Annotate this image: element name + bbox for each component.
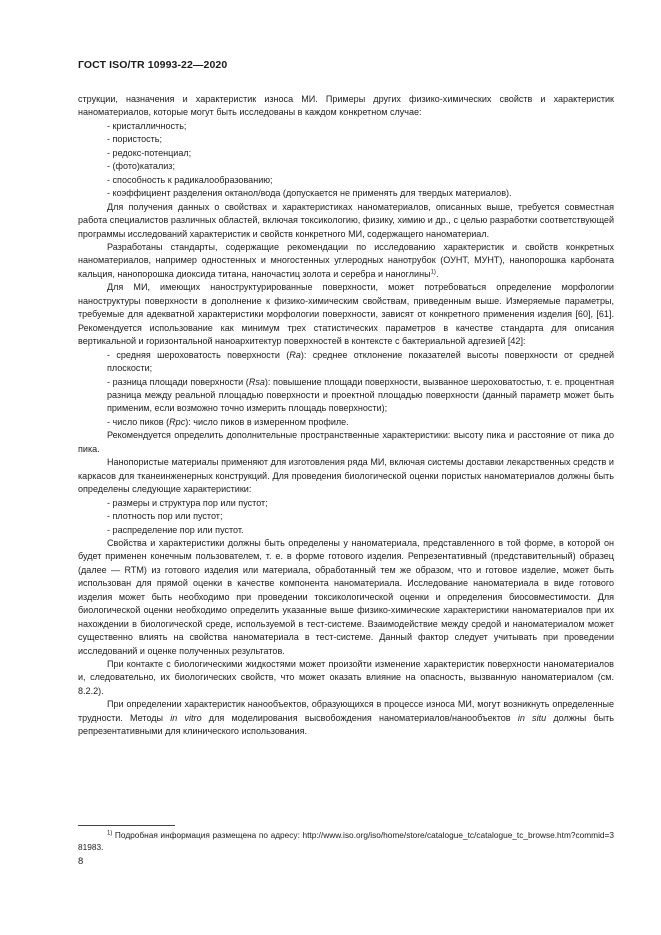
list-item: - пористость;	[78, 133, 614, 146]
list-item: - размеры и структура пор или пустот;	[78, 497, 614, 510]
list-item-rpc	[78, 416, 614, 429]
list-item-text: число пиков (	[112, 416, 170, 427]
body-text	[78, 93, 614, 739]
list-item-text: средняя шероховатость поверхности (	[116, 349, 290, 360]
paragraph: При контакте с биологическими жидкостями может произойти изменение характеристик поверхности наноматериалов и, следовательно, их биологических свойств, что может оказать влияние на опасность, вызванную наноматериалом (см. 8.2.2).	[78, 659, 614, 696]
list-item-text: ): число пиков в измеренном профиле.	[185, 416, 349, 427]
paragraph: струкции, назначения и характеристик износа МИ. Примеры других физико-химических свойств и характеристик наноматериалов, которые могут быть исследованы в каждом конкретном случае:	[78, 94, 614, 118]
paragraph: Свойства и характеристики должны быть определены у наноматериала, представленного в той форме, в которой он будет применен конечным пользователем, т. е. в форме готового изделия. Репрезентативный (представительный) образец (далее — RTM) из готового изделия или материала, обработанный тем же образом, что и готовое изделие, может быть использован для прямой оценки в качестве компонента наноматериала. Исследование наноматериала в виде готового изделия может быть необходимо при проведении токсикологической оценки и определения биосовместимости. Для биологической оценки необходимо определить указанные выше физико-химические характеристики наноматериалов при их нахождении в биологической среде, используемой в тест-системе. Взаимодействие между средой и наноматериалом может существенно влиять на свойства наноматериала в тест-системе. Данный фактор следует учитывать при проведении исследований и оценке полученных результатов.	[78, 537, 614, 656]
paragraph-text: должны быть репрезентативными для клинического использования.	[78, 712, 615, 737]
list-item-ra	[78, 349, 614, 376]
list-item-text: ): среднее отклонение показателей высоты поверхности от средней плоскости;	[107, 349, 614, 374]
footnote-mark: 1)	[107, 830, 113, 837]
italic-term: in vitro	[170, 712, 202, 723]
paragraph: Нанопористые материалы применяют для изготовления ряда МИ, включая системы доставки лекарственных средств и каркасов для тканеинженерных конструкций. Для проведения биологической оценки пористых наноматериалов должны быть определены следующие характеристики:	[78, 457, 614, 495]
paragraph-text: Разработаны стандарты, содержащие рекомендации по исследованию характеристик и свойств конкретных наноматериалов, например одностенных и многостенных углеродных нанотрубок (ОУНТ, МУНТ), нанопорошка карбоната кальция, нанопорошка диоксида титана, наночастиц золота и серебра и наноглины	[78, 241, 614, 279]
paragraph	[78, 698, 614, 738]
paragraph	[78, 241, 614, 281]
paragraph-text: для моделирования высвобождения наноматериалов/нанообъектов	[201, 712, 518, 723]
page-header-title: ГОСТ ISO/TR 10993-22—2020	[78, 59, 228, 71]
paragraph: Для МИ, имеющих наноструктурированные поверхности, может потребоваться определение морфологии наноструктуры поверхности в дополнение к физико-химическим свойствам, приведенным выше. Измеряемые параметры, требуемые для адекватной характеристики морфологии поверхности, зависят от конкретного применения изделия [60], [61]. Рекомендуется использование как минимум трех статистических параметров в качестве стандарта для описания вертикальной и горизонтальной наноархитектур поверхностей в контексте с бактериальной адгезией [42]:	[78, 282, 614, 347]
paragraph-text: При определении характеристик нанообъектов, образующихся в процессе износа МИ, могут возникнуть определенные трудности. Методы	[78, 699, 614, 723]
list-item: - плотность пор или пустот;	[78, 510, 614, 523]
list-item: - кристалличность;	[78, 120, 614, 133]
list-item-rsa	[78, 376, 614, 416]
list-item: - распределение пор или пустот.	[78, 524, 614, 537]
list-item: - (фото)катализ;	[78, 160, 614, 173]
symbol-ra: Ra	[289, 349, 301, 360]
footnote-text	[78, 830, 614, 853]
paragraph: Для получения данных о свойствах и характеристиках наноматериалов, описанных выше, требуется совместная работа специалистов различных областей, включая токсикологию, физику, химию и др., с целью разработки соответствующей программы исследований характеристик и свойств конкретного МИ, содержащего наноматериал.	[78, 201, 614, 239]
paragraph: Рекомендуется определить дополнительные пространственные характеристики: высоту пика и расстояние от пика до пика.	[78, 430, 614, 454]
paragraph-end: .	[435, 268, 439, 279]
list-item-text: разница площади поверхности (	[112, 376, 249, 387]
list-item-text: ): повышение площади поверхности, вызванное шероховатостью, т. е. процентная разница между реальной площадью поверхности и проектной площадью поверхности (данный параметр может быть применим, если возможно точно измерить площадь поверхности);	[107, 376, 614, 414]
footnote	[78, 830, 614, 853]
footnote-divider	[78, 825, 175, 826]
page-number: 8	[78, 856, 84, 867]
list-item: - способность к радикалообразованию;	[78, 174, 614, 187]
list-item: - редокс-потенциал;	[78, 147, 614, 160]
footnote-body: Подробная информация размещена по адресу: http://www.iso.org/iso/home/store/catalogue_tc/catalogue_tc_browse.htm?commid=381983.	[78, 830, 614, 852]
symbol-rsa: Rsa	[248, 376, 265, 387]
italic-term: in situ	[517, 712, 547, 723]
symbol-rpc: Rpc	[169, 416, 186, 427]
footnote-ref: 1)	[430, 269, 436, 276]
list-item: - коэффициент разделения октанол/вода (допускается не применять для твердых материалов).	[78, 187, 614, 200]
